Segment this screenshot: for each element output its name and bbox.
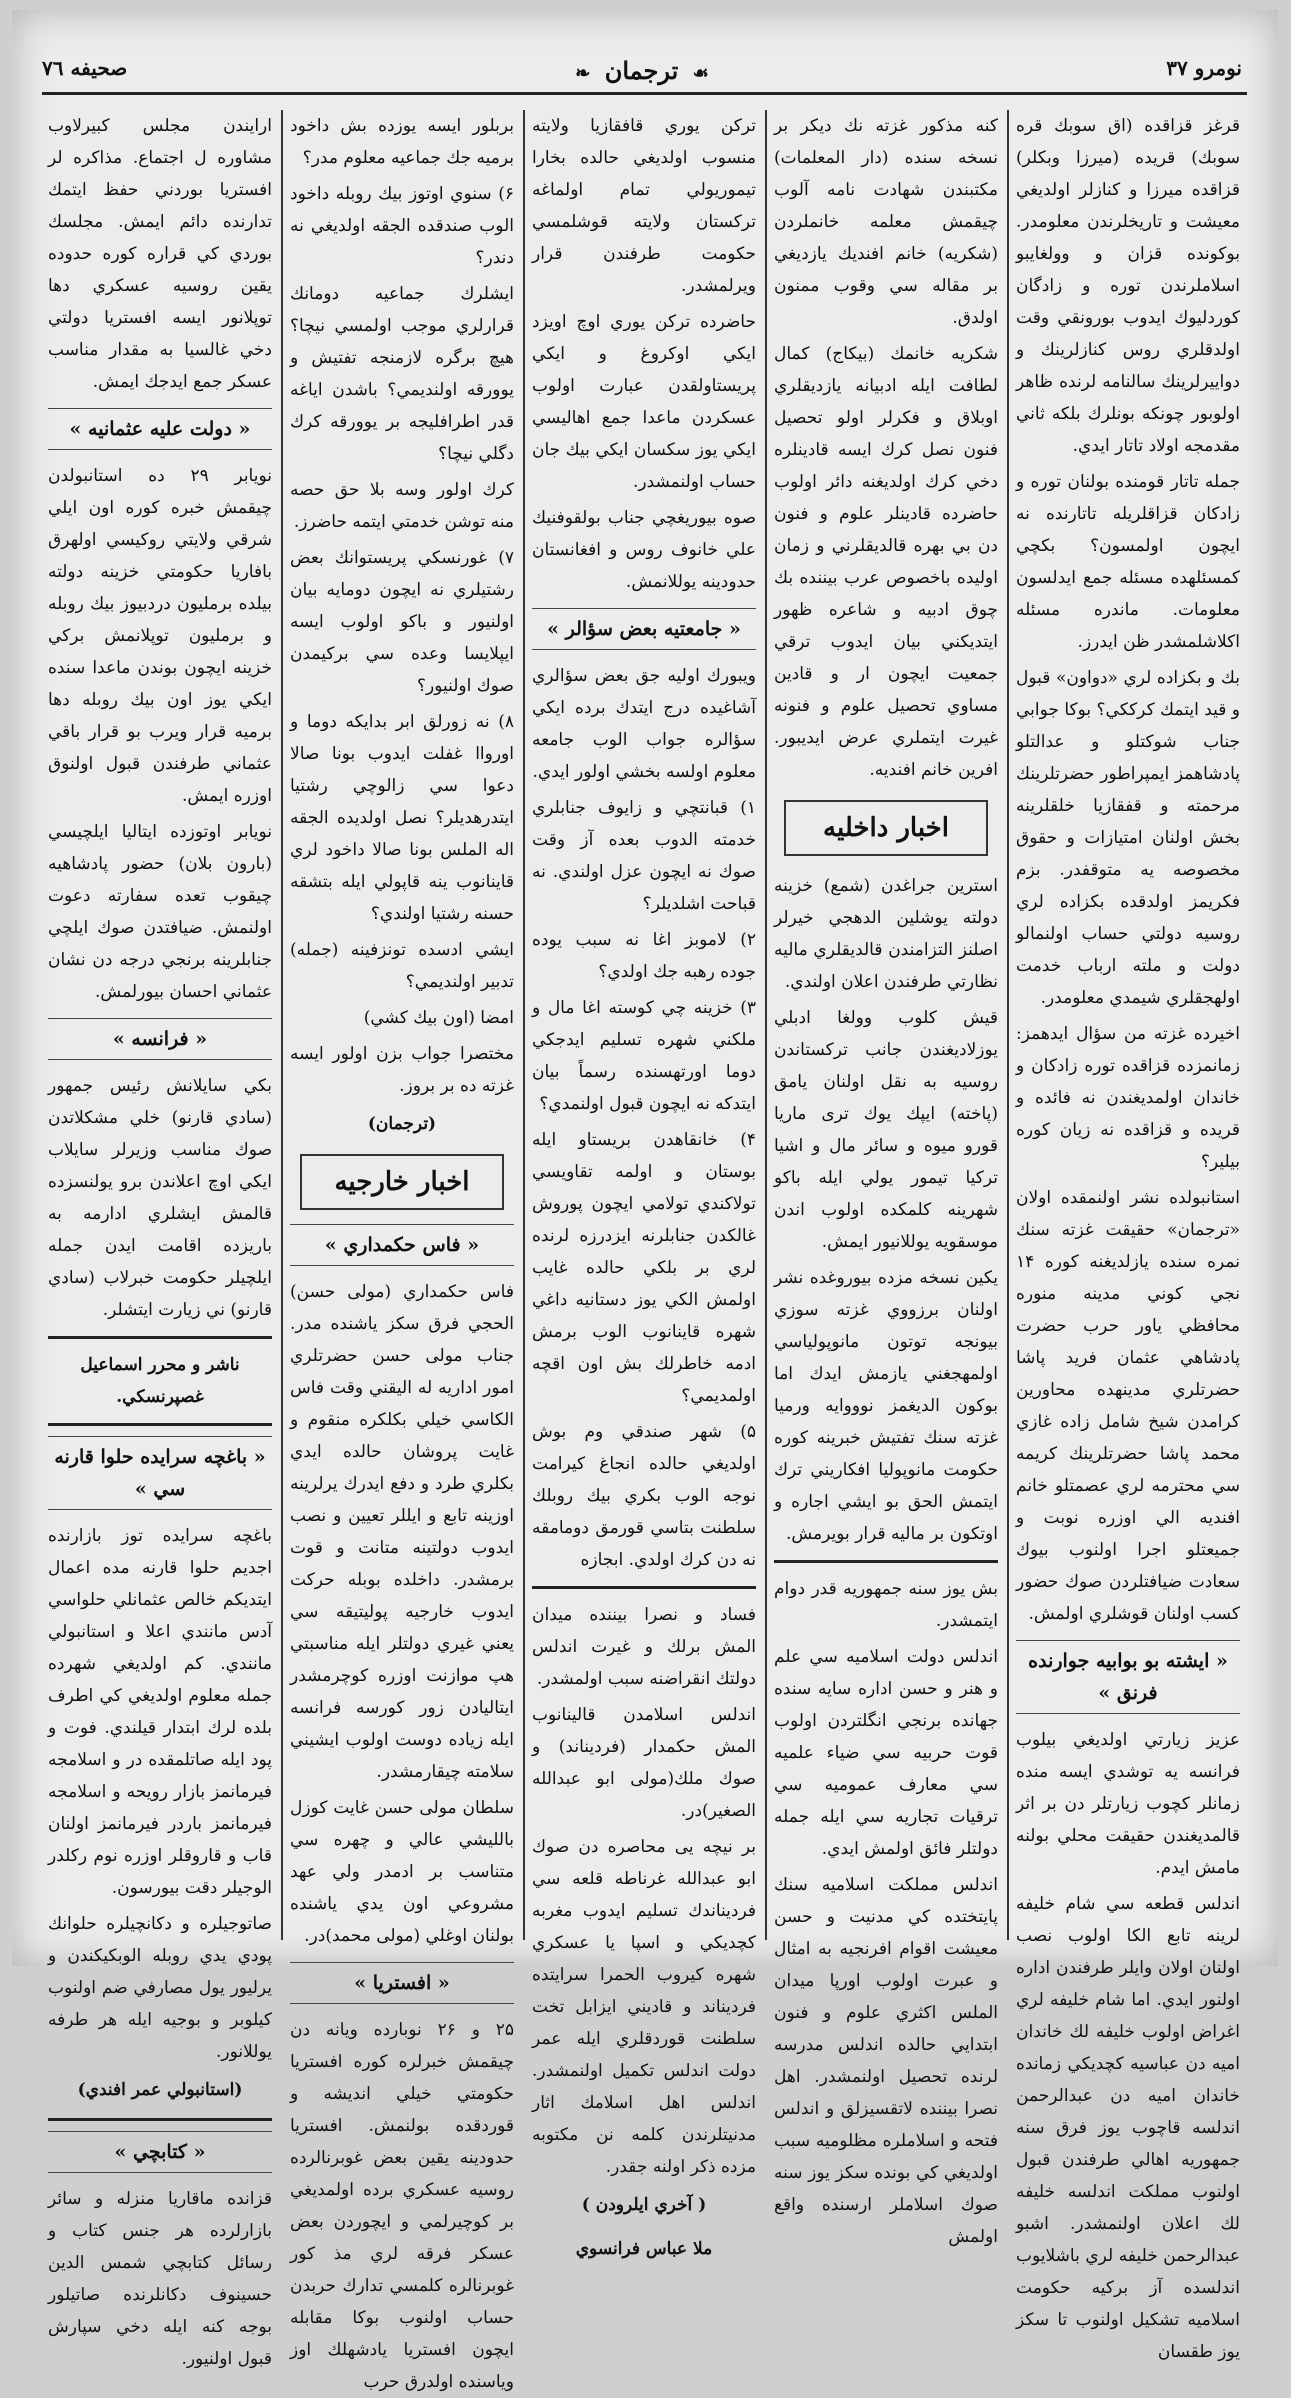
article-paragraph: ۷) غورنسكي پريستوانك بعض رشتيلري نه ايچون دومايه بيان اولنيور و باكو اولوب ايسه ايپلايسا وعده سي بركيمدن صوك اولنيور؟: [290, 548, 514, 696]
section-heading: « ايشته بو بوابيه جوارنده فرنق »: [1016, 1640, 1240, 1714]
article-paragraph: ۲) لاموبز اغا نه سبب يوده جوده رهبه جك اولدي؟: [532, 930, 756, 982]
article-paragraph: ويبورك اوليه جق بعض سؤالري آشاغيده درج ايتدك برده ايكي سؤالره جواب الوب جامعه معلوم اولسه بخشي اولور ايدي.: [532, 666, 756, 782]
column-5: [48, 110, 272, 2369]
article-paragraph: ارايندن مجلس كبيرلاوب مشاوره ل اجتماع. مذاكره لر افستريا بوردني حفظ ايتمك تدارنده دائم ايمش. مجلسك بوردي كي قراره كوره حدوده يقين روسيه عسكري دها توپلانور ايسه افستريا دولتي دخي غالسيا به مقدار مناسب عسكر جمع ايدجك ايمش.: [48, 116, 272, 392]
article-paragraph: بكي سايلانش رئيس جمهور (سادي قارنو) خلي مشكلاتدن صوك مناسب وزيرلر سايلاب ايكي اوچ اعلاندن برو يولنسزده قالمش ايشلري ادارمه به باريزده اقامت ايدن جمله ايلچيلر حكومت خبرلاب (سادي قارنو) ني زيارت ايتشلر.: [48, 1076, 272, 1320]
masthead-rule: [42, 92, 1247, 95]
article-paragraph: اخيرده غزته من سؤال ايدهمز: زمانمزده قزاقده توره زادكان و خاندان اولمديغندن نه فائده و قريده و قزاقده نه زيان كوره بيلير؟: [1016, 1024, 1240, 1172]
section-heading: « افستريا »: [290, 1962, 514, 2004]
article-paragraph: قرغز قزاقده (اق سوبك قره سوبك) قريده (ميرزا وبكلر) قزاقده ميرزا و كنازلر اولديغي معيشت و تاريخلرندن معلومدر. بوكونده قزان و وولغايبو اسلاملرندن توره و زادگان كوردليوك ايدوب بورونقي وقت اولدقلري روس كنازلرينك و دواييرلرينك سالنامه لرنده ظاهر اولوبور چونكه بونلرك بلكه ثاني مقدمجه اولاد تاتار ايدي.: [1016, 116, 1240, 456]
article-paragraph: اندلس اسلامدن قالينانوب المش حكمدار (فرديناند) و صوك ملك(مولى ابو عبدالله الصغير)در.: [532, 1705, 756, 1821]
article-paragraph: ۶) سنوي اوتوز بيك روبله داخود الوب صندقده الجقه اولديغي نه دندر؟: [290, 184, 514, 268]
article-paragraph: اندلس دولت اسلاميه سي علم و هنر و حسن اداره سايه سنده جهانده برنجي انگلتردن اولوب قوت حربيه سي ضياء علميه سي معارف عموميه سي ترقيات تجاريه سي ايله جمله دولتلر فائق اولمش ايدي.: [774, 1647, 998, 1859]
article-paragraph: نويابر ۲۹ ده استانبولدن چيقمش خبره كوره اون ايلي شرقي ولايتي روكيسي اولهرق بافاريا حكومتي خزينه دولته بيلده برمليون دردبيوز بيك روبله و برمليون توپلانمش بركي خزينه ايچون بوندن ماعدا سنده ايكي يوز اون بيك روبله دها برميه قرار ويرب بو قرار باقي عثماني طرفندن قبول اولنوق اوزره ايمش.: [48, 466, 272, 806]
article-paragraph: فاس حكمداري (مولى حسن) الحجي فرق سكز ياشنده مدر. جناب مولى حسن حضرتلري امور اداريه له اليقني وقت فاس الكاسي خيلي بكلكره منقوم و غايت پروشان حالده ايدي بكلري طرد و دفع ايدرك يرلرينه اوزينه تابع و ايللر تعيين و نصب ايدوب دولتينه متانت و قوت برمشدر. داخلده بوبله حركت ايدوب خارجيه پوليتيقه سي يعني غيري دولتلر ايله مناسبتي هپ موازنت اوزره كوچرمشدر ايتاليادن زور كورسه فرانسه ايله زياده دوست اولوب ايشيني سلامته چيقارمشدر.: [290, 1282, 514, 1782]
section-divider: [774, 1560, 998, 1563]
section-divider: [532, 1586, 756, 1589]
section-heading: « فرانسه »: [48, 1018, 272, 1060]
article-paragraph: نويابر اوتوزده ايتاليا ايلچيسي (بارون بلان) حضور پادشاهيه چيقوب تعده سفارته دعوت اولنمش. ضيافتدن صوك ايلچي جنابلرينه برنجي درجه دن نشان عثماني احسان بيورلمش.: [48, 822, 272, 1002]
article-paragraph: بر نيچه يى محاصره دن صوك ابو عبدالله غرناطه قلعه سي فرديناندك تسليم ايدوب مغربه كچديكي و اسپا يا عسكري شهره كيروب الحمرا سرايتده فرديناند و قاديني ايزابل تخت سلطنت قوردقلري ايله عمر دولت اندلس تكميل اولنمشدر. اندلس اهل اسلامك اثار مدنيتلرندن كلمه نن مكتوبه مزده ذكر اولنه جقدر.: [532, 1837, 756, 2177]
section-divider: [48, 1336, 272, 1339]
section-divider: [48, 1423, 272, 1426]
column-2: [774, 110, 998, 2247]
article-paragraph: فساد و نصرا بيننده ميدان المش برلك و غيرت اندلس دولتك انقراضنه سبب اولمشدر.: [532, 1605, 756, 1689]
column-divider: [765, 110, 767, 1940]
column-4: [290, 110, 514, 2392]
publisher-line: ناشر و محرر اسماعيل غصپرنسكي.: [80, 1355, 240, 1407]
article-paragraph: جمله تاتار قومنده بولنان توره و زادكان قزاقلريله تاتارنده نه ايچون اولمسون؟ بكچي كمسئلهده مسئله جمع ايدلسون معلومات. ماندره مسئله اكلاشلمشدر ظن ايدرز.: [1016, 472, 1240, 652]
article-paragraph: ايشي ادسده تونزفينه (جمله) تدبير اولنديمي؟: [290, 940, 514, 992]
domestic-news-heading: اخبار داخليه: [784, 800, 988, 856]
article-paragraph: بك و بكزاده لري «دواون» قبول و قيد ايتمك كرككي؟ بوكا جوابي جناب شوكتلو و عدالتلو پادشاهمز ايمپراطور حضرتلرينك مرحمته و قفقازيا خلقلرينه بخش اولنان امتيازات و حقوق مخصوصه يه متوقفدر. بزم فكريمز اولدقده بكزاده لري روسيه دولتي حساب اولنمالو دولت و ملته ارباب خدمت اولهجقلري شيمدي معلومدر.: [1016, 668, 1240, 1008]
article-paragraph: بربلور ايسه يوزده بش داخود برميه جك جماعيه معلوم مدر؟: [290, 116, 514, 168]
ad-signature: (استانبولي عمر افندي): [77, 2080, 243, 2100]
section-heading: « دولت عليه عثمانيه »: [48, 408, 272, 450]
article-paragraph: ۵) شهر صندقي وم بوش اولديغي حالده انجاغ كيرامت نوجه الوب بكري بيك روبلك سلطنت بتاسي قورمق دومامقه نه دن كرك اولدي. ابجازه: [532, 1422, 756, 1570]
article-paragraph: يكين نسخه مزده بيوروغده نشر اولنان برزووي غزته سوزي بيونجه توتون مانوپولياسي اولمهجغني يازمش ايدك اما بوكون الديغمز نوووايه ورميا غزته سنك تفتيش خبرينه كوره حكومت مانوپوليا افكاريني ترك ايتمش الحق بو ايشي اجاره و اوتكون بر ماليه قرار بويرمش.: [774, 1268, 998, 1544]
article-paragraph: ۱) قبانتچي و زايوف جنابلري خدمته الدوب بعده آز وقت صوك نه ايچون عزل اولندي. نه قباحت اشلديلر؟: [532, 798, 756, 914]
column-1: [1016, 110, 1240, 2362]
ornament-left-icon: ❧: [575, 63, 591, 84]
author-signature: ملا عباس فرانسوي: [575, 2239, 713, 2259]
column-divider: [523, 110, 525, 1940]
masthead: [42, 50, 1242, 96]
ad-heading: « باغچه سرايده حلوا قارنه سي »: [48, 1436, 272, 1510]
article-paragraph: قيش كلوب وولغا ادبلي يوزلاديغندن جانب تركستاندن روسيه به نقل اولنان يامق (پاخته) ايپك يوك ترى ماريا قورو ميوه و سائر مال و اشيا تركيا تيمور يولي ايله باكو شهرينه كلمكده اولوب اندن موسقويه يوللانيور ايمش.: [774, 1008, 998, 1252]
section-divider: [48, 2118, 272, 2121]
article-paragraph: ۸) نه زورلق ابر بدايكه دوما و اورواا غفلت ايدوب بونا صالا دعوا سي زالوچي رشتيا ايتدرهديلر؟ نصل اولديده الجقه اله الملس بونا صالا داخود لري قاينانوب ينه قاپولي ايله بتشقه حسنه رشتيا اولندي؟: [290, 712, 514, 924]
ad-paragraph: قزانده ماقاريا منزله و سائر بازارلرده هر جنس كتاب و رسائل كتابچي شمس الدين حسينوف دكانلرنده صاتيلور بوجه كنه ايله دخي سپارش قبول اولنيور.: [48, 2189, 272, 2369]
article-paragraph: ۲۵ و ۲۶ نوبارده ويانه دن چيقمش خبرلره كوره افستريا حكومتي خيلي انديشه و قوردقده بولنمش. افستريا حدودينه يقين بعض غوبرنالرده روسيه عسكري برده اولمديغي بر كوچيرلمي و ايچوردن بعض عسكر فرقه لري مذ كور غوبرنالره كلمسي تدارك حربدن حساب اولنوب بوكا مقابله ايچون افستريا يادشهلك اوز وياسنده اولدرق حرب: [290, 2020, 514, 2392]
article-paragraph: ۳) خزينه چي كوسته اغا مال و ملكني شهره تسليم ايدجكي دوما اورتهسنده رسماً بيان ايتدكه نه ايچون قبول اولنمدي؟: [532, 998, 756, 1114]
article-paragraph: اندلس مملكت اسلاميه سنك پايتختده كي مدنيت و حسن معيشت اقوام افرنجيه به امثال و عبرت اولوب اورپا ميدان الملس اكثري علوم و فنون ابتدايي حالده اندلس مدرسه لرنده تحصيل اولنمشدر. اهل نصرا بيننده لاتقسيزلق و اندلس فتحه و اسلاملره مظلوميه سبب اولديغي كي بونده سكز يوز سنه صوك اسلاملر ارسنده واقع اولمش: [774, 1875, 998, 2247]
continued-note: ( آخري ايلرودن ): [581, 2195, 707, 2215]
column-3: [532, 110, 756, 2259]
article-paragraph: امضا (اون بيك كشي): [363, 1008, 514, 1028]
issue-number: نومرو ۳۷: [1166, 56, 1242, 80]
article-paragraph: كرك اولور وسه بلا حق حصه منه توشن خدمتي ايتمه حاضرز.: [290, 480, 514, 532]
ornament-right-icon: ☙: [692, 63, 709, 84]
title-text: ترجمان: [604, 56, 679, 85]
article-paragraph: عزيز زيارتي اولديغي بيلوب فرانسه يه توشدي ايسه منده زمانلر كچوب زيارتلر دن بر اثر قالمديغندن حقيقت محلي بولنه مامش ايدم.: [1016, 1730, 1240, 1878]
newspaper-page: [12, 10, 1278, 2392]
article-paragraph: استرين جراغدن (شمع) خزينه دولته يوشلين الدهجي خيرلر اصلنز التزامندن قالديقلري ماليه نظارتي طرفندن اعلان اولندي.: [774, 876, 998, 992]
foreign-news-heading: اخبار خارجيه: [300, 1154, 504, 1210]
article-paragraph: بش يوز سنه جمهوريه قدر دوام ايتمشدر.: [774, 1579, 998, 1631]
article-paragraph: صوه بيوريغچي جناب بولقوفنيك علي خانوف روس و افغانستان حدودينه يوللانمش.: [532, 508, 756, 592]
article-paragraph: ۴) خانقاهدن بريستاو ايله بوستان و اولمه تقاويسي تولاكندي تولامي ايچون پوروش غالكدن جنابلرنه ايزدرزه لرنده لري بر بلكي حالده غايب اولمش الكي يوز دستانيه داغي شهره قاينانوب الوب برمش ادمه خاطرلك بش اون اقچه اولمديمي؟: [532, 1130, 756, 1406]
article-paragraph: كنه مذكور غزته نك ديكر بر نسخه سنده (دار المعلمات) مكتبندن شهادت نامه آلوب چيقمش معلمه خانملردن (شكريه) خانم افنديك يازديغي بر مقاله سي وقوب ممنون اولدق.: [774, 116, 998, 328]
article-paragraph: سلطان مولى حسن غايت كوزل بالليشي عالي و چهره سي متناسب بر ادمدر ولي عهد مشروعي اون يدي ياشنده بولنان اوغلي (مولى محمد)در.: [290, 1798, 514, 1946]
article-paragraph: حاضرده تركن يوري اوچ اويزد ايكي اوكروغ و ايكي پريستاولقدن عبارت اولوب عسكردن ماعدا جمع اهاليسي ايكي يوز سكسان ايكي بيك جان حساب اولنمشدر.: [532, 312, 756, 492]
article-paragraph: مختصرا جواب بزن اولور ايسه غزته ده بر بروز.: [290, 1044, 514, 1096]
ad-paragraph: صاتوجيلره و دكانچيلره حلوانك پودي يدي روبله الوبكيكندن و يرليور يول مصارفي ضم اولنوب كيلوبر و بوجيه ايله هر طرفه يوللانور.: [48, 1914, 272, 2062]
signature: (ترجمان): [367, 1114, 437, 1134]
article-paragraph: استانبولده نشر اولنمقده اولان «ترجمان» حقيقت غزته سنك نمره سنده يازلديغنه كوره ۱۴ نجي كوني مدينه منوره محافظي ياور حرب حضرت پادشاهي عثمان فريد پاشا حضرتلري مدينهده محاورين كرامدن شيخ شامل زاده غازي محمد پاشا حضرتلرينك كريمه سي محترمه لري عصمتلو خانم افنديه الي اوزره نوبت و جميعتلو اجرا اولنوب بيوك سعادت ضيافتلردن صوك حضور كسب اولنان قوشلري اولمش.: [1016, 1188, 1240, 1624]
article-paragraph: شكريه خانمك (بيكاج) كمال لطافت ايله ادبيانه يازديقلري اوبلاق و فكرلر اولو تحصيل فنون نصل كرك ايسه قادينلره دخي كرك اولديغنه دائر اولوب حاضرده قادينلر علوم و فنون دن بي بهره قالديقلرني و زمان اوليده باخصوص عرب بيننده بك چوق ادبيه و شاعره ظهور ايتديكني بيان ايدوب ترقي جمعيت ايچون ار و قادين مساوي تحصيل علوم و فنونه غيرت ايتملري عرض ايديبور. افرين خانم افنديه.: [774, 344, 998, 780]
section-heading: « فاس حكمداري »: [290, 1224, 514, 1266]
ad-heading: « كتابچي »: [48, 2131, 272, 2173]
article-paragraph: تركن يوري قافقازيا ولايته منسوب اولديغي حالده بخارا تيموريولي تمام اولماغه تركستان ولايته قوشلمسي حكومت طرفندن قرار ويرلمشدر.: [532, 116, 756, 296]
article-paragraph: ايشلرك جماعيه دومانك قرارلري موجب اولمسي نيچا؟ هيچ برگره لازمنجه تفتيش و يوورقه اولنديمي؟ باشدن اياغه قدر اطرافليجه بر يوورقه كرك دگلي نيچا؟: [290, 284, 514, 464]
column-divider: [281, 110, 283, 1940]
column-divider: [1007, 110, 1009, 1940]
section-heading: « جامعتيه بعض سؤالر »: [532, 608, 756, 650]
newspaper-title: [569, 56, 715, 85]
ad-paragraph: باغچه سرايده توز بازارنده اجديم حلوا قارنه مده اعمال ايتديكم خالص عثمانلي حلواسي آدس مانندي اعلا و استانبولي مانندي. كم اولديغي شهرده جمله معلوم اولديغي كي اطرف بلده لرك ابتدار قيلندي. فوت و پود ايله صاتلمقده در و اسلامجه فيرمانمز بازار رويحه و اسلامجه فيرمانمز باردر فيرمانمز اولنان قاب و قاروقلر اوزره نوم ركلدر الوجيلر دقت بيورسون.: [48, 1526, 272, 1898]
article-paragraph: اندلس قطعه سي شام خليفه لرينه تابع الكا اولوب نصب اولنان اولان وايلر طرفندن اداره اولنور ايدي. اما شام خليفه لري اغراض اولوب خليفه لك خاندان اميه دن عباسيه كچديكي زمانده خاندان اميه دن عبدالرحمن اندلسه قاچوب يوز فرق سنه جمهوريه اهالي طرفندن قبول اولنوب مملكت اندلسه خليفه لك اعلان اولنمشدر. اشبو عبدالرحمن خليفه لري باشلايوب اندلسده آز بركيه حكومت اسلاميه تشكيل اولنوب تا سكز يوز طقسان: [1016, 1894, 1240, 2362]
page-number: صحيفه ٧٦: [42, 56, 128, 80]
